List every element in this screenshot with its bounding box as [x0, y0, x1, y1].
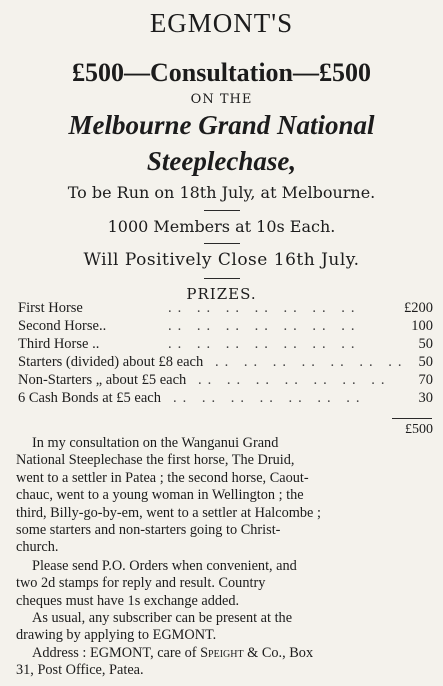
on-the-label: ON THE: [190, 92, 253, 107]
text-line: third, Billy-go-by-em, went to a settler at Halcombe ;: [16, 504, 321, 521]
prize-row: [18, 354, 433, 372]
prize-amount: 50: [418, 336, 433, 352]
divider: [204, 210, 240, 211]
leader-dots: .. .. .. .. .. .. ..: [168, 318, 361, 334]
members-line: 1000 Members at 10s Each.: [107, 217, 336, 236]
paragraph-drawing: [16, 610, 436, 645]
text-line: two 2d stamps for reply and result. Country: [16, 575, 266, 592]
prize-amount: £200: [404, 300, 433, 316]
text-line: As usual, any subscriber can be present at the: [32, 610, 293, 626]
text-line: chauc, went to a young woman in Wellington ; the: [16, 487, 304, 504]
prize-row: [18, 336, 433, 354]
prize-label: Second Horse..: [18, 318, 107, 334]
divider: [204, 243, 240, 244]
text-line: cheques must have 1s exchange added.: [16, 592, 240, 609]
address-speight: Speight: [200, 645, 244, 661]
prize-amount: 50: [418, 354, 433, 370]
text-line: National Steeplechase the first horse, The Druid,: [16, 452, 295, 469]
address-prefix: Address : EGMONT, care of: [32, 645, 201, 661]
total-rule: [392, 418, 432, 419]
text-line: Please send P.O. Orders when convenient, and: [32, 558, 297, 574]
prize-row: [18, 300, 433, 318]
paragraph-results: [16, 435, 436, 557]
prize-label: Non-Starters „ about £5 each: [18, 372, 187, 388]
prize-row: [18, 318, 433, 336]
prize-label: Starters (divided) about £8 each: [18, 354, 204, 370]
address-block: [16, 645, 436, 680]
ad-headline: £500—Consultation—£500: [71, 58, 372, 87]
paragraph-orders: [16, 558, 436, 610]
leader-dots: .. .. .. .. .. .. ..: [168, 300, 361, 316]
prize-label: 6 Cash Bonds at £5 each: [18, 390, 161, 406]
event-name-line2: Steeplechase,: [146, 146, 297, 176]
prize-label: First Horse: [18, 300, 83, 316]
close-date: Will Positively Close 16th July.: [83, 250, 360, 270]
prize-amount: 30: [418, 390, 433, 406]
text-line: some starters and non-starters going to Christ-: [16, 522, 281, 539]
prize-row: [18, 390, 433, 408]
prize-row: [18, 372, 433, 390]
leader-dots: .. .. .. .. .. .. ..: [215, 354, 408, 370]
text-line: went to a settler in Patea ; the second horse, Caout-: [16, 469, 309, 486]
run-date: To be Run on 18th July, at Melbourne.: [67, 183, 376, 202]
prize-amount: 100: [411, 318, 433, 334]
text-line: In my consultation on the Wanganui Grand: [32, 435, 279, 451]
leader-dots: .. .. .. .. .. .. ..: [198, 372, 391, 388]
prize-amount: 70: [418, 372, 433, 388]
event-name-line1: Melbourne Grand National: [68, 110, 375, 140]
address-line2: 31, Post Office, Patea.: [16, 662, 144, 679]
ad-title: EGMONT'S: [149, 8, 294, 38]
prize-total: £500: [405, 422, 433, 437]
prize-label: Third Horse ..: [18, 336, 100, 352]
address-line1: [16, 645, 436, 662]
leader-dots: .. .. .. .. .. .. ..: [168, 336, 361, 352]
divider: [204, 278, 240, 279]
leader-dots: .. .. .. .. .. .. ..: [173, 390, 366, 406]
prizes-heading: PRIZES.: [186, 285, 257, 303]
text-line: drawing by applying to EGMONT.: [16, 627, 217, 644]
address-suffix: & Co., Box: [243, 645, 314, 661]
text-line: church.: [16, 539, 59, 556]
